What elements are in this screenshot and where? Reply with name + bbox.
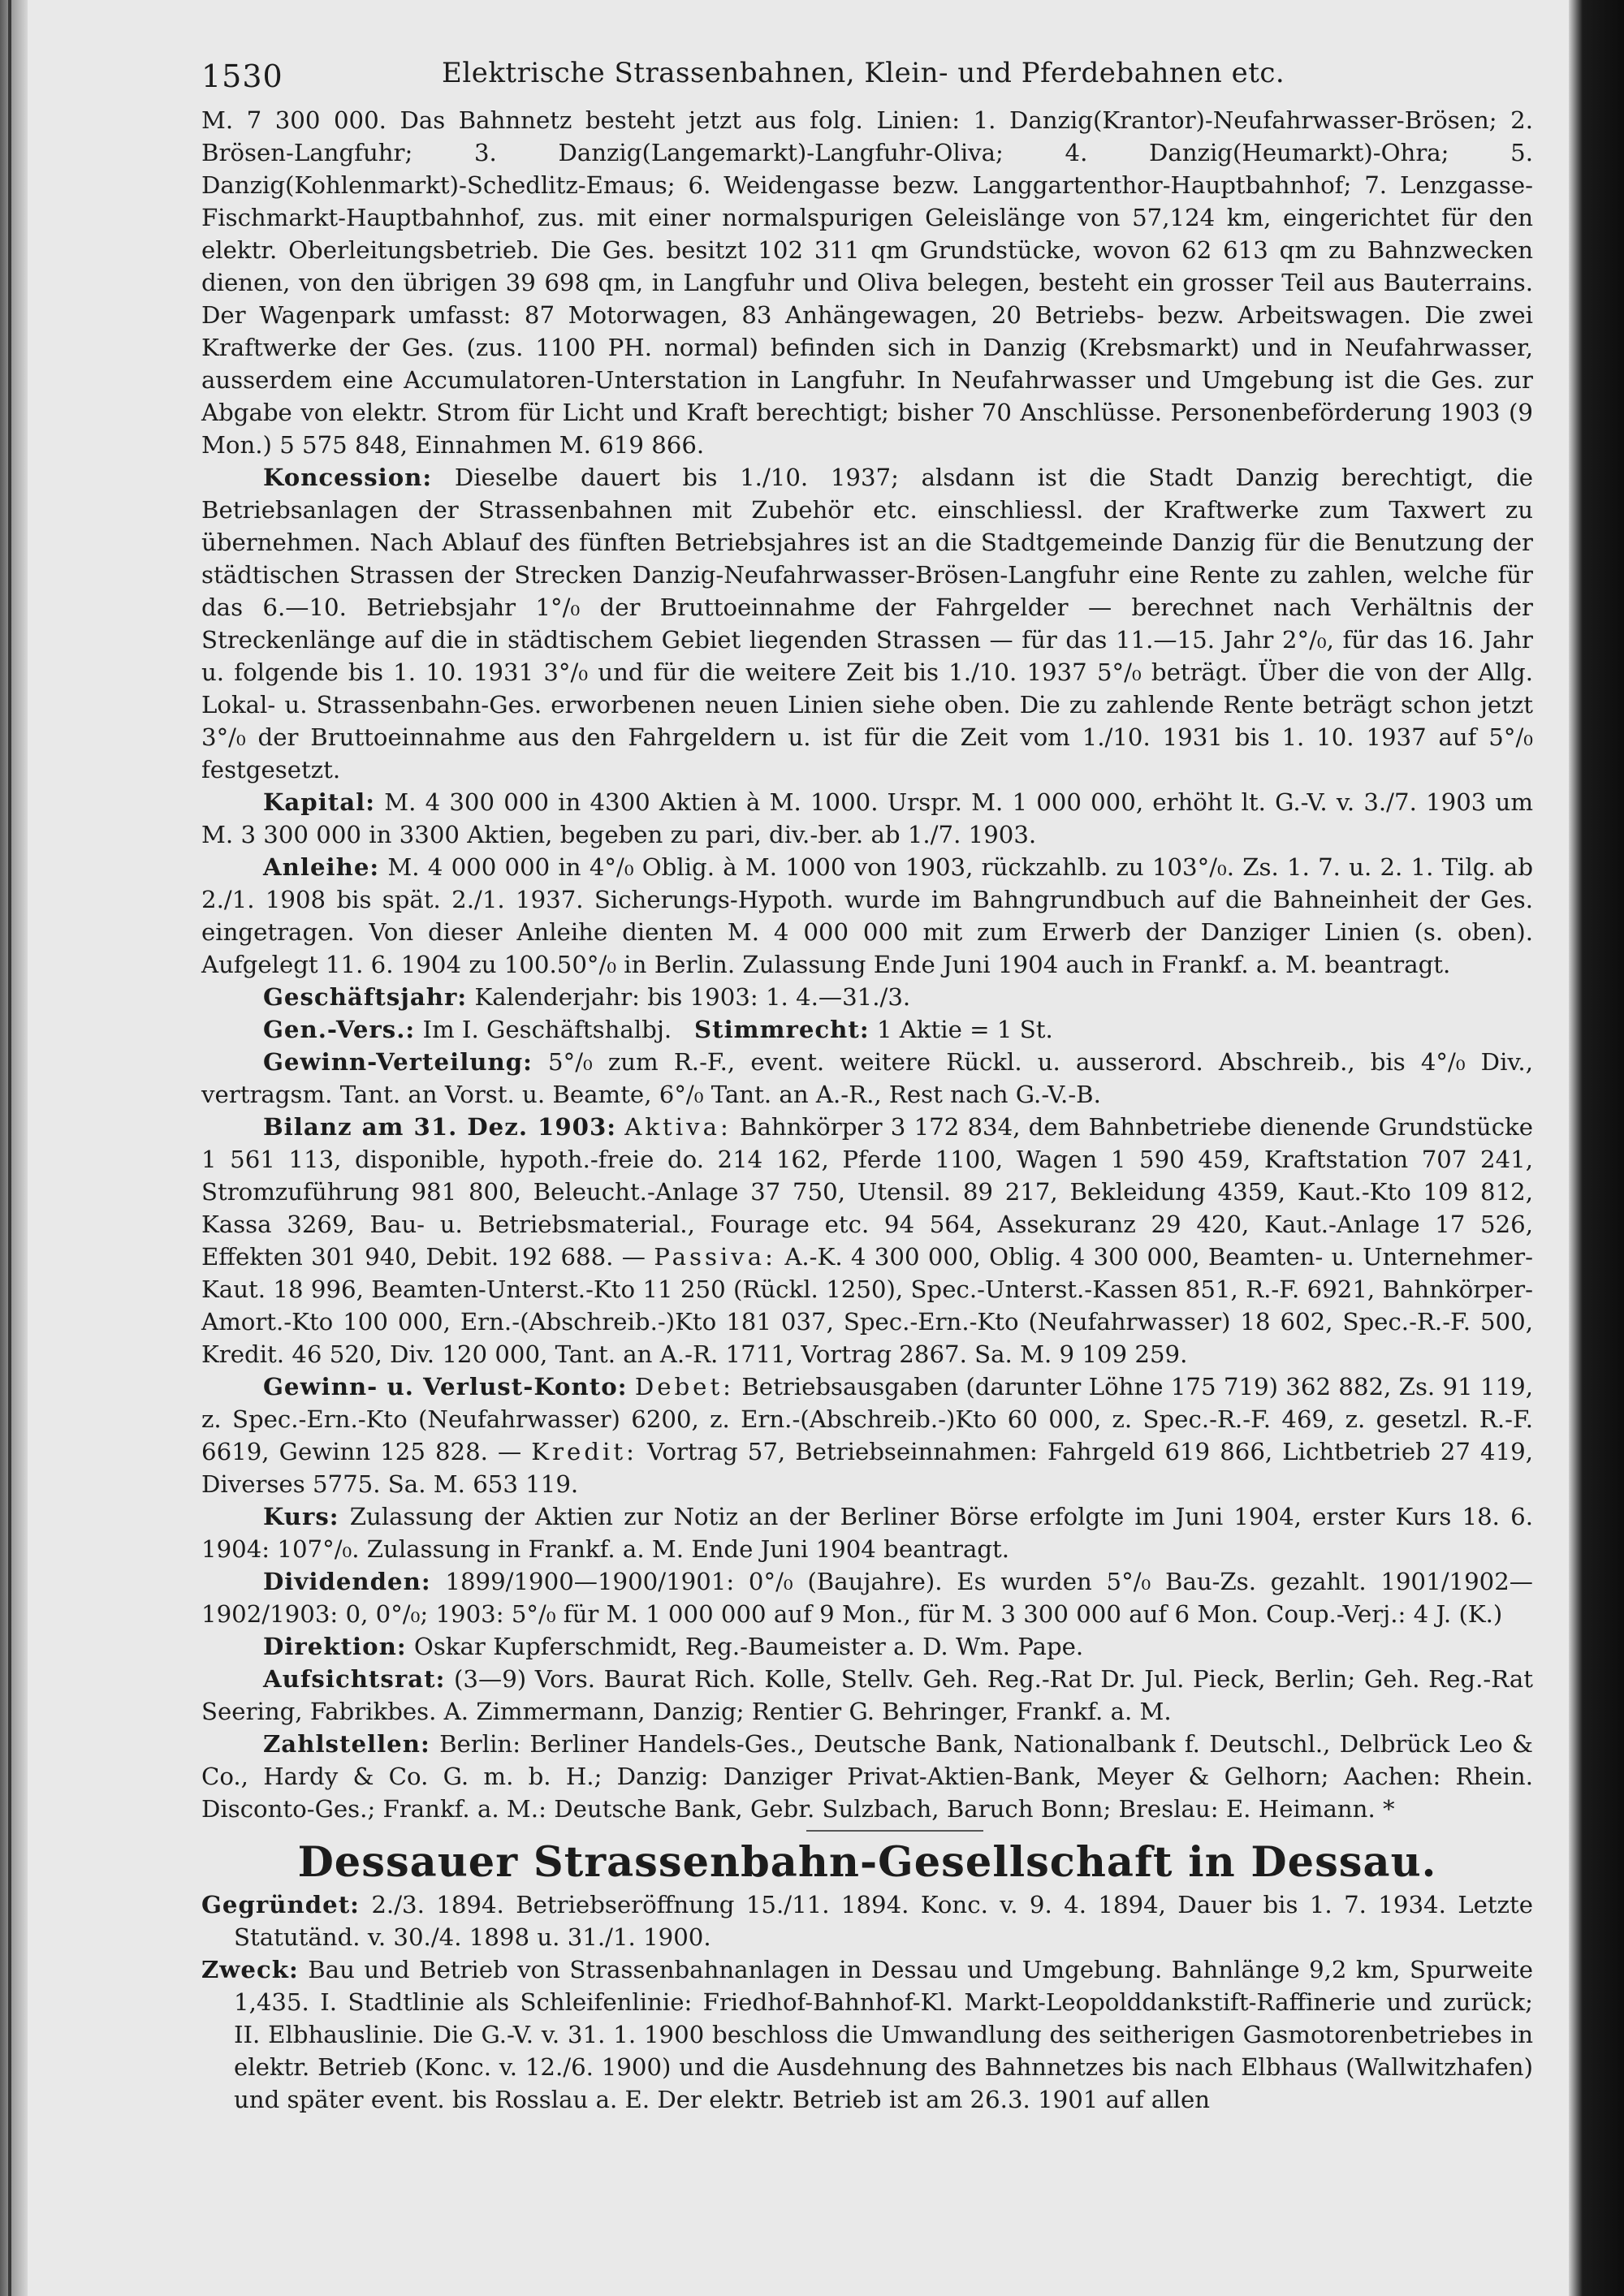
guv-debet-word: Debet: xyxy=(634,1373,735,1400)
genvers-label: Gen.-Vers.: xyxy=(263,1016,416,1043)
kapital-text: M. 4 300 000 in 4300 Aktien à M. 1000. Urspr. M. 1 000 000, erhöht lt. G.-V. v. 3./7. 1903 um M. 3 300 000 in 3300 Aktien, begeben zu pari, div.-ber. ab 1./7. 1903. xyxy=(201,788,1533,848)
genvers-text: Im I. Geschäftshalbj. xyxy=(422,1016,672,1043)
kurs-paragraph xyxy=(201,1500,1533,1565)
gegruendet-label: Gegründet: xyxy=(201,1891,360,1918)
guv-kredit-word: Kredit: xyxy=(531,1438,637,1465)
article-body xyxy=(201,104,1533,2116)
stimmrecht-label: Stimmrecht: xyxy=(694,1016,870,1043)
guv-label: Gewinn- u. Verlust-Konto: xyxy=(263,1373,628,1400)
dividenden-paragraph xyxy=(201,1565,1533,1630)
zahlstellen-label: Zahlstellen: xyxy=(263,1730,430,1758)
danzig-network-paragraph: M. 7 300 000. Das Bahnnetz besteht jetzt aus folg. Linien: 1. Danzig(Krantor)-Neufahrwasser-Brösen; 2. Brösen-Langfuhr; 3. Danzig(Langemarkt)-Langfuhr-Oliva; 4. Danzig(Heumarkt)-Ohra; 5. Danzig(Kohlenmarkt)-Schedlitz-Emaus; 6. Weidengasse bezw. Langgartenthor-Hauptbahnhof; 7. Lenzgasse-Fischmarkt-Hauptbahnhof, zus. mit einer normalspurigen Geleislänge von 57,124 km, eingerichtet für den elektr. Oberleitungsbetrieb. Die Ges. besitzt 102 311 qm Grundstücke, wovon 62 613 qm zu Bahnzwecken dienen, von den übrigen 39 698 qm, in Langfuhr und Oliva belegen, besteht ein grosser Teil aus Bauterrains. Der Wagenpark umfasst: 87 Motorwagen, 83 Anhängewagen, 20 Betriebs- bezw. Arbeitswagen. Die zwei Kraftwerke der Ges. (zus. 1100 PH. normal) befinden sich in Danzig (Krebsmarkt) und in Neufahrwasser, ausserdem eine Accumulatoren-Unterstation in Langfuhr. In Neufahrwasser und Umgebung ist die Ges. zur Abgabe von elektr. Strom für Licht und Kraft berechtigt; bisher 70 Anschlüsse. Personenbeförderung 1903 (9 Mon.) 5 575 848, Einnahmen M. 619 866. xyxy=(201,106,1533,459)
geschaeftsjahr-paragraph xyxy=(201,981,1533,1013)
anleihe-paragraph xyxy=(201,851,1533,981)
running-title: Elektrische Strassenbahnen, Klein- und Pferdebahnen etc. xyxy=(442,57,1285,89)
section-separator-rule xyxy=(806,1830,983,1832)
kapital-paragraph xyxy=(201,786,1533,851)
stimmrecht-text: 1 Aktie = 1 St. xyxy=(876,1016,1053,1043)
genvers-paragraph xyxy=(201,1013,1533,1046)
dividenden-text: 1899/1900—1900/1901: 0°/₀ (Baujahre). Es wurden 5°/₀ Bau-Zs. gezahlt. 1901/1902—1902/1903: 0, 0°/₀; 1903: 5°/₀ für M. 1 000 000 auf 9 Mon., für M. 3 300 000 auf 6 Mon. Coup.-Verj.: 4 J. (K.) xyxy=(201,1568,1533,1628)
anleihe-label: Anleihe: xyxy=(263,853,380,881)
geschaeftsjahr-label: Geschäftsjahr: xyxy=(263,983,468,1011)
zweck-text: Bau und Betrieb von Strassenbahnanlagen in Dessau und Umgebung. Bahnlänge 9,2 km, Spurweite 1,435. I. Stadtlinie als Schleifenlinie: Friedhof-Bahnhof-Kl. Markt-Leopolddankstift-Raffinerie und zurück; II. Elbhauslinie. Die G.-V. v. 31. 1. 1900 beschloss die Umwandlung des seitherigen Gasmotorenbetriebes in elektr. Betrieb (Konc. v. 12./6. 1900) und die Ausdehnung des Bahnnetzes bis nach Elbhaus (Wallwitzhafen) und später event. bis Rosslau a. E. Der elektr. Betrieb ist am 26.3. 1901 auf allen xyxy=(234,1956,1533,2113)
gewinnverteilung-text: 5°/₀ zum R.-F., event. weitere Rückl. u. ausserord. Abschreib., bis 4°/₀ Div., vertragsm. Tant. an Vorst. u. Beamte, 6°/₀ Tant. an A.-R., Rest nach G.-V.-B. xyxy=(201,1048,1533,1108)
zweck-label: Zweck: xyxy=(201,1956,299,1983)
scan-right-edge xyxy=(1569,0,1624,2296)
dividenden-label: Dividenden: xyxy=(263,1568,431,1595)
bilanz-aktiva-word: Aktiva: xyxy=(624,1113,732,1141)
gewinnverteilung-label: Gewinn-Verteilung: xyxy=(263,1048,533,1076)
bilanz-passiva-word: Passiva: xyxy=(654,1243,776,1271)
scan-left-edge xyxy=(0,0,28,2296)
aufsichtsrat-text: (3—9) Vors. Baurat Rich. Kolle, Stellv. Geh. Reg.-Rat Dr. Jul. Pieck, Berlin; Geh. Reg.-Rat Seering, Fabrikbes. A. Zimmermann, Danzig; Rentier G. Behringer, Frankf. a. M. xyxy=(201,1665,1533,1725)
page-number: 1530 xyxy=(201,58,283,94)
bilanz-paragraph xyxy=(201,1111,1533,1370)
bilanz-aktiva-text: Bahnkörper 3 172 834, dem Bahnbetriebe dienende Grundstücke 1 561 113, disponible, hypoth.-freie do. 214 162, Pferde 1100, Wagen 1 590 459, Kraftstation 707 241, Stromzuführung 981 800, Beleucht.-Anlage 37 750, Utensil. 89 217, Bekleidung 4359, Kaut.-Kto 109 812, Kassa 3269, Bau- u. Betriebsmaterial., Fourage etc. 94 564, Assekuranz 29 420, Kaut.-Anlage 17 526, Effekten 301 940, Debit. 192 688. — xyxy=(201,1113,1534,1271)
direktion-label: Direktion: xyxy=(263,1633,407,1660)
direktion-text: Oskar Kupferschmidt, Reg.-Baumeister a. D. Wm. Pape. xyxy=(413,1633,1084,1660)
kurs-label: Kurs: xyxy=(263,1503,339,1530)
aufsichtsrat-paragraph xyxy=(201,1663,1533,1728)
company-title: Dessauer Strassenbahn-Gesellschaft in Dessau. xyxy=(297,1838,1437,1887)
gewinnverteilung-paragraph xyxy=(201,1046,1533,1111)
page-header xyxy=(201,50,1533,99)
koncession-paragraph xyxy=(201,461,1533,786)
geschaeftsjahr-text: Kalenderjahr: bis 1903: 1. 4.—31./3. xyxy=(474,983,911,1011)
guv-debet-text: Betriebsausgaben (darunter Löhne 175 719) 362 882, Zs. 91 119, z. Spec.-Ern.-Kto (Neufahrwasser) 6200, z. Ern.-(Abschreib.-)Kto 60 000, z. Spec.-R.-F. 469, z. gesetzl. R.-F. 6619, Gewinn 125 828. — xyxy=(201,1373,1533,1465)
guv-paragraph xyxy=(201,1370,1533,1500)
direktion-paragraph xyxy=(201,1630,1533,1663)
gegruendet-text: 2./3. 1894. Betriebseröffnung 15./11. 1894. Konc. v. 9. 4. 1894, Dauer bis 1. 7. 1934. Letzte Statutänd. v. 30./4. 1898 u. 31./1. 1900. xyxy=(234,1891,1534,1951)
koncession-label: Koncession: xyxy=(263,464,433,491)
zahlstellen-text: Berlin: Berliner Handels-Ges., Deutsche Bank, Nationalbank f. Deutschl., Delbrück Leo & Co., Hardy & Co. G. m. b. H.; Danzig: Danziger Privat-Aktien-Bank, Meyer & Gelhorn; Aachen: Rhein. Disconto-Ges.; Frankf. a. M.: Deutsche Bank, Gebr. Sulzbach, Baruch Bonn; Breslau: E. Heimann. * xyxy=(201,1730,1533,1823)
bilanz-label: Bilanz am 31. Dez. 1903: xyxy=(263,1113,617,1141)
koncession-text: Dieselbe dauert bis 1./10. 1937; alsdann ist die Stadt Danzig berechtigt, die Betriebsanlagen der Strassenbahnen mit Zubehör etc. einschliessl. der Kraftwerke zum Taxwert zu übernehmen. Nach Ablauf des fünften Betriebsjahres ist an die Stadtgemeinde Danzig für die Benutzung der städtischen Strassen der Strecken Danzig-Neufahrwasser-Brösen-Langfuhr eine Rente zu zahlen, welche für das 6.—10. Betriebsjahr 1°/₀ der Bruttoeinnahme der Fahrgelder — berechnet nach Verhältnis der Streckenlänge auf die in städtischem Gebiet liegenden Strassen — für das 11.—15. Jahr 2°/₀, für das 16. Jahr u. folgende bis 1. 10. 1931 3°/₀ und für die weitere Zeit bis 1./10. 1937 5°/₀ beträgt. Über die von der Allg. Lokal- u. Strassenbahn-Ges. erworbenen neuen Linien siehe oben. Die zu zahlende Rente beträgt schon jetzt 3°/₀ der Bruttoeinnahme aus den Fahrgeldern u. ist für die Zeit vom 1./10. 1931 bis 1. 10. 1937 auf 5°/₀ festgesetzt. xyxy=(201,464,1533,783)
bilanz-passiva-text: A.-K. 4 300 000, Oblig. 4 300 000, Beamten- u. Unternehmer-Kaut. 18 996, Beamten-Unterst.-Kto 11 250 (Rückl. 1250), Spec.-Unterst.-Kassen 851, R.-F. 6921, Bahnkörper-Amort.-Kto 100 000, Ern.-(Abschreib.-)Kto 181 037, Spec.-Ern.-Kto (Neufahrwasser) 18 602, Spec.-R.-F. 500, Kredit. 46 520, Div. 120 000, Tant. an A.-R. 1711, Vortrag 2867. Sa. M. 9 109 259. xyxy=(201,1243,1533,1368)
aufsichtsrat-label: Aufsichtsrat: xyxy=(263,1665,446,1693)
kapital-label: Kapital: xyxy=(263,788,376,816)
kurs-text: Zulassung der Aktien zur Notiz an der Berliner Börse erfolgte im Juni 1904, erster Kurs 18. 6. 1904: 107°/₀. Zulassung in Frankf. a. M. Ende Juni 1904 beantragt. xyxy=(201,1503,1533,1563)
anleihe-text: M. 4 000 000 in 4°/₀ Oblig. à M. 1000 von 1903, rückzahlb. zu 103°/₀. Zs. 1. 7. u. 2. 1. Tilg. ab 2./1. 1908 bis spät. 2./1. 1937. Sicherungs-Hypoth. wurde im Bahngrundbuch auf die Bahneinheit der Ges. eingetragen. Von dieser Anleihe dienten M. 4 000 000 mit zum Erwerb der Danziger Linien (s. oben). Aufgelegt 11. 6. 1904 zu 100.50°/₀ in Berlin. Zulassung Ende Juni 1904 auch in Frankf. a. M. beantragt. xyxy=(201,853,1533,978)
gegruendet-paragraph xyxy=(201,1888,1533,1953)
book-page xyxy=(201,50,1533,2116)
zahlstellen-paragraph xyxy=(201,1728,1533,1825)
guv-kredit-text: Vortrag 57, Betriebseinnahmen: Fahrgeld 619 866, Lichtbetrieb 27 419, Diverses 5775. Sa. M. 653 119. xyxy=(201,1438,1534,1498)
zweck-paragraph xyxy=(201,1953,1533,2116)
